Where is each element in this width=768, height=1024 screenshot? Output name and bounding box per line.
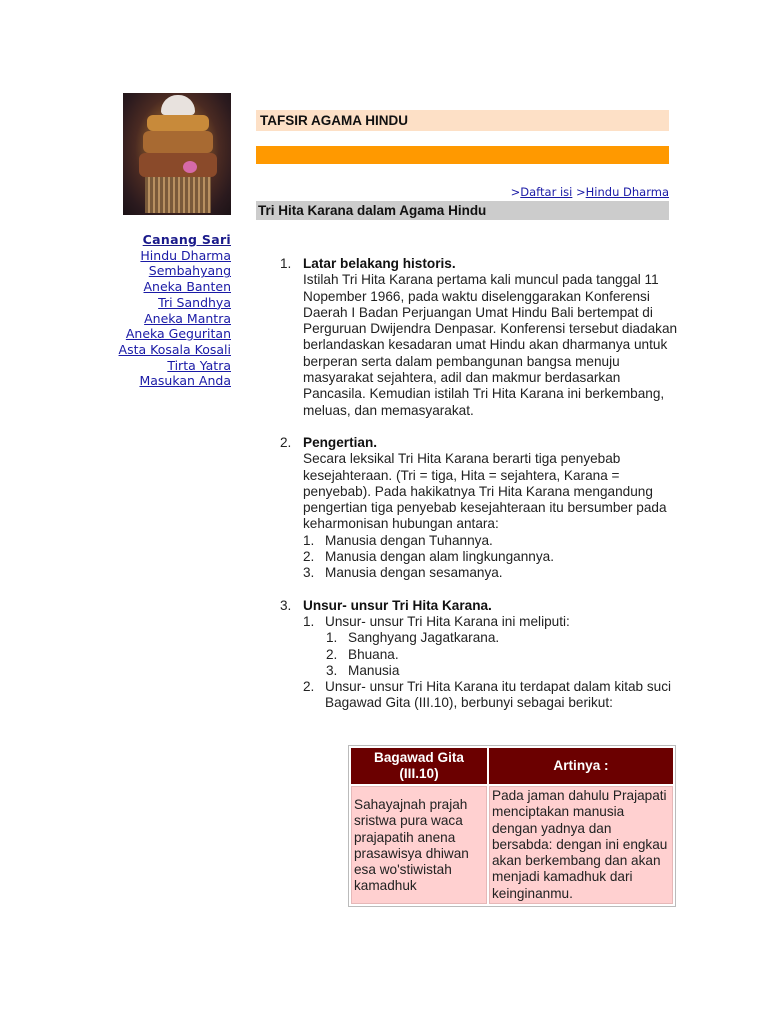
site-title-bar <box>256 110 669 131</box>
section-unsur <box>280 598 680 712</box>
section-heading: Latar belakang historis. <box>303 256 456 271</box>
list-item <box>280 663 680 679</box>
list-item <box>280 647 680 663</box>
breadcrumb-link-daftar-isi[interactable]: Daftar isi <box>520 185 573 199</box>
list-number: 2. <box>280 434 292 450</box>
breadcrumb <box>511 185 669 199</box>
article-title: Tri Hita Karana dalam Agama Hindu <box>258 203 487 218</box>
table-header-meaning: Artinya : <box>489 748 673 784</box>
sidebar-item-tri-sandhya[interactable]: Tri Sandhya <box>158 294 231 310</box>
breadcrumb-separator: > <box>576 185 586 199</box>
section-heading: Pengertian. <box>303 434 378 450</box>
list-number: 1. <box>303 532 315 548</box>
list-number: 1. <box>280 256 292 271</box>
sidebar-item-aneka-geguritan[interactable]: Aneka Geguritan <box>125 326 231 342</box>
accent-bar <box>256 146 669 164</box>
sidebar-nav <box>110 232 231 389</box>
sidebar-item-sembahyang[interactable]: Sembahyang <box>148 263 231 279</box>
list-item-text: Manusia dengan Tuhannya. <box>325 532 493 548</box>
list-number: 3. <box>280 597 292 613</box>
section-latar-belakang <box>280 256 680 419</box>
table-row <box>351 786 673 904</box>
list-item-text: Bhuana. <box>348 646 399 662</box>
bagawad-gita-table <box>348 745 676 907</box>
site-title: TAFSIR AGAMA HINDU <box>260 113 408 128</box>
list-number: 2. <box>303 549 315 565</box>
sidebar-item-masukan-anda[interactable]: Masukan Anda <box>139 373 231 389</box>
sidebar-item-canang-sari[interactable]: Canang Sari <box>142 232 231 247</box>
sidebar-item-tirta-yatra[interactable]: Tirta Yatra <box>167 357 231 373</box>
canang-sari-image <box>123 93 231 215</box>
article-title-bar <box>256 201 669 220</box>
list-item-text: Unsur- unsur Tri Hita Karana ini meliputi: <box>325 613 570 629</box>
list-item <box>280 614 680 630</box>
offering-tier <box>147 115 209 131</box>
table-header-verse: Bagawad Gita (III.10) <box>351 748 487 784</box>
list-item <box>280 549 680 565</box>
sidebar-item-aneka-banten[interactable]: Aneka Banten <box>143 279 231 295</box>
list-item <box>280 533 680 549</box>
section-pengertian <box>280 435 680 582</box>
section-text: Istilah Tri Hita Karana pertama kali muncul pada tanggal 11 Nopember 1966, pada waktu diselenggarakan Konferensi Daerah I Badan Perjuangan Umat Hindu Bali bertempat di Perguruan Dwijendra Denpasar. Konferensi tersebut diadakan berlandaskan kesadaran umat Hindu akan dharmanya untuk berperan serta dalam pembangunan bangsa menuju masyarakat sejahtera, adil dan makmur berdasarkan Pancasila. Kemudian istilah Tri Hita Karana ini berkembang, meluas, dan memasyarakat. <box>303 272 678 418</box>
offering-flower <box>183 161 197 173</box>
sidebar-item-hindu-dharma[interactable]: Hindu Dharma <box>140 247 231 263</box>
table-cell-meaning: Pada jaman dahulu Prajapati menciptakan manusia dengan yadnya dan bersabda: dengan ini engkau akan berkembang dan akan menjadi kamadhuk dari keinginanmu. <box>489 786 673 904</box>
sidebar-item-asta-kosala-kosali[interactable]: Asta Kosala Kosali <box>118 341 231 357</box>
section-heading: Unsur- unsur Tri Hita Karana. <box>303 597 492 613</box>
list-number: 2. <box>303 679 315 695</box>
list-item <box>280 630 680 646</box>
list-item-text: Unsur- unsur Tri Hita Karana itu terdapat dalam kitab suci Bagawad Gita (III.10), berbunyi sebagai berikut: <box>325 679 672 711</box>
list-item-text: Sanghyang Jagatkarana. <box>348 630 500 646</box>
list-item-text: Manusia dengan alam lingkungannya. <box>325 549 554 565</box>
offering-tier <box>143 131 213 153</box>
table-cell-verse: Sahayajnah prajah sristwa pura waca prajapatih anena prasawisya dhiwan esa wo'stiwistah kamadhuk <box>351 786 487 904</box>
list-number: 1. <box>326 630 338 646</box>
article-body <box>280 256 680 728</box>
breadcrumb-link-hindu-dharma[interactable]: Hindu Dharma <box>585 185 669 199</box>
list-number: 3. <box>303 565 315 581</box>
list-item <box>280 565 680 581</box>
offering-dome <box>161 95 195 115</box>
list-item-text: Manusia <box>348 662 400 678</box>
breadcrumb-separator: > <box>510 185 521 199</box>
section-text: Secara leksikal Tri Hita Karana berarti tiga penyebab kesejahteraan. (Tri = tiga, Hita = sejahtera, Karana = penyebab). Pada hakikatnya Tri Hita Karana mengandung pengertian tiga penyebab kesejahteraan itu bersumber pada keharmonisan hubungan antara: <box>303 451 667 532</box>
list-item-text: Manusia dengan sesamanya. <box>325 565 503 581</box>
table-header-row <box>351 748 673 784</box>
list-item <box>280 679 680 712</box>
list-number: 2. <box>326 646 338 662</box>
sidebar-item-aneka-mantra[interactable]: Aneka Mantra <box>144 310 231 326</box>
offering-fringe <box>145 177 211 213</box>
list-number: 3. <box>326 662 338 678</box>
offering-tier <box>139 153 217 177</box>
list-number: 1. <box>303 613 315 629</box>
